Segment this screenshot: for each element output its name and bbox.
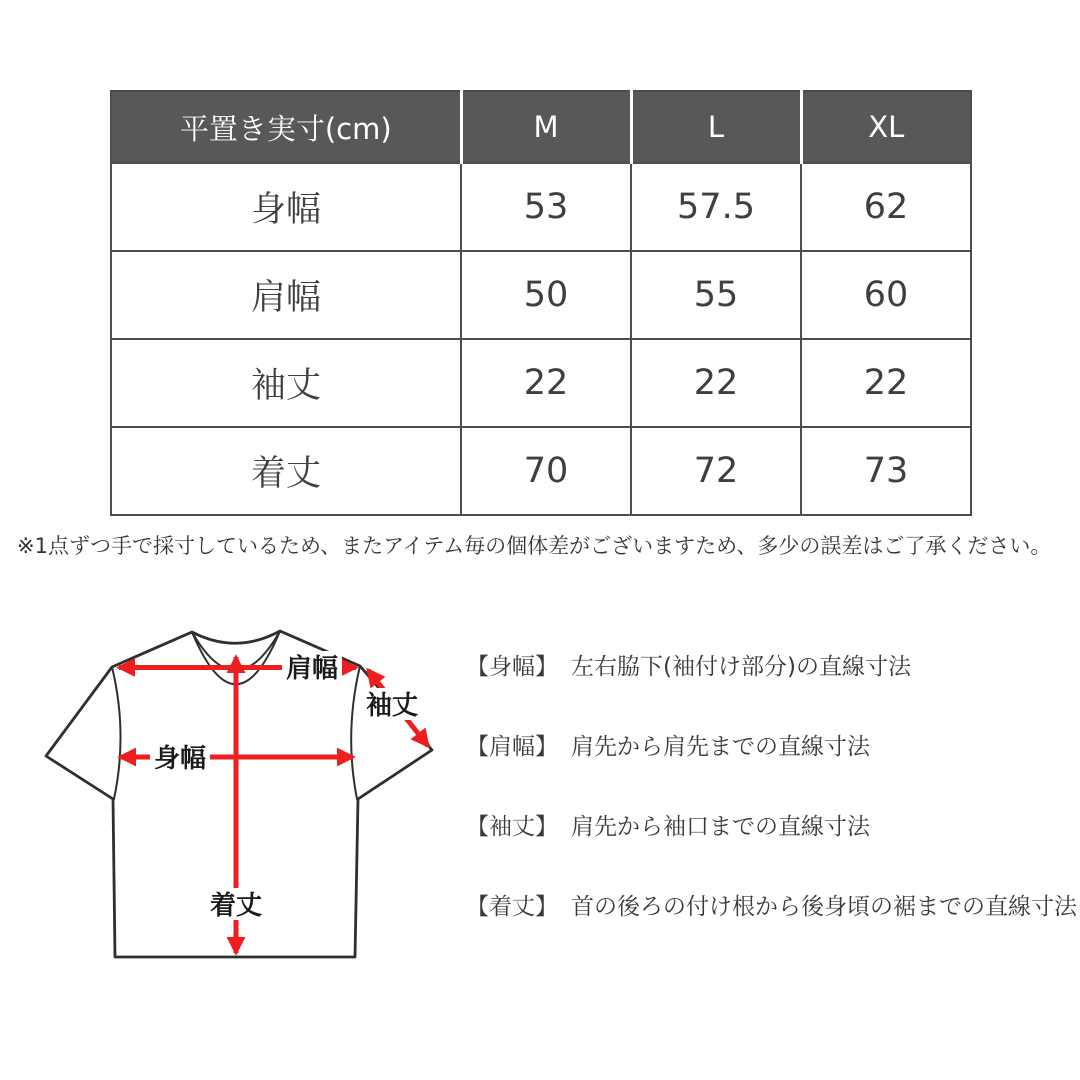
size-table-header-measure: 平置き実寸(cm) <box>111 91 461 163</box>
cell-value: 53 <box>461 163 631 251</box>
definition-term: 【肩幅】 <box>466 734 558 760</box>
cell-value: 50 <box>461 251 631 339</box>
definition-body-width <box>466 651 911 683</box>
row-label: 袖丈 <box>111 339 461 427</box>
definition-term: 【着丈】 <box>466 894 558 920</box>
cell-value: 55 <box>631 251 801 339</box>
definition-desc: 肩先から肩先までの直線寸法 <box>571 734 870 760</box>
table-row-shoulder-width <box>111 251 971 339</box>
row-label: 着丈 <box>111 427 461 515</box>
definition-term: 【袖丈】 <box>466 814 558 840</box>
shoulder-width-label: 肩幅 <box>285 654 339 684</box>
tshirt-measurement-diagram <box>20 600 470 1010</box>
size-table-header-size-m: M <box>461 91 631 163</box>
definition-term: 【身幅】 <box>466 654 558 680</box>
definition-desc: 左右脇下(袖付け部分)の直線寸法 <box>571 654 911 680</box>
measurement-note: ※1点ずつ手で採寸しているため、またアイテム毎の個体差がございますため、多少の誤差はご了承ください。 <box>17 534 1052 558</box>
cell-value: 22 <box>461 339 631 427</box>
row-label: 身幅 <box>111 163 461 251</box>
body-length-label: 着丈 <box>209 891 263 921</box>
size-table-header-row <box>111 91 971 163</box>
cell-value: 70 <box>461 427 631 515</box>
definition-body-length <box>466 891 1077 923</box>
cell-value: 73 <box>801 427 971 515</box>
table-row-body-width <box>111 163 971 251</box>
cell-value: 22 <box>801 339 971 427</box>
size-table-header-size-l: L <box>631 91 801 163</box>
table-row-sleeve-length <box>111 339 971 427</box>
definition-desc: 首の後ろの付け根から後身頃の裾までの直線寸法 <box>571 894 1077 920</box>
definition-shoulder-width <box>466 731 870 763</box>
body-width-label: 身幅 <box>153 744 207 774</box>
cell-value: 72 <box>631 427 801 515</box>
size-table <box>110 90 972 516</box>
cell-value: 62 <box>801 163 971 251</box>
definition-sleeve-length <box>466 811 870 843</box>
cell-value: 22 <box>631 339 801 427</box>
definition-desc: 肩先から袖口までの直線寸法 <box>571 814 870 840</box>
size-table-header-size-xl: XL <box>801 91 971 163</box>
row-label: 肩幅 <box>111 251 461 339</box>
cell-value: 60 <box>801 251 971 339</box>
cell-value: 57.5 <box>631 163 801 251</box>
table-row-body-length <box>111 427 971 515</box>
sleeve-length-label: 袖丈 <box>365 691 419 721</box>
